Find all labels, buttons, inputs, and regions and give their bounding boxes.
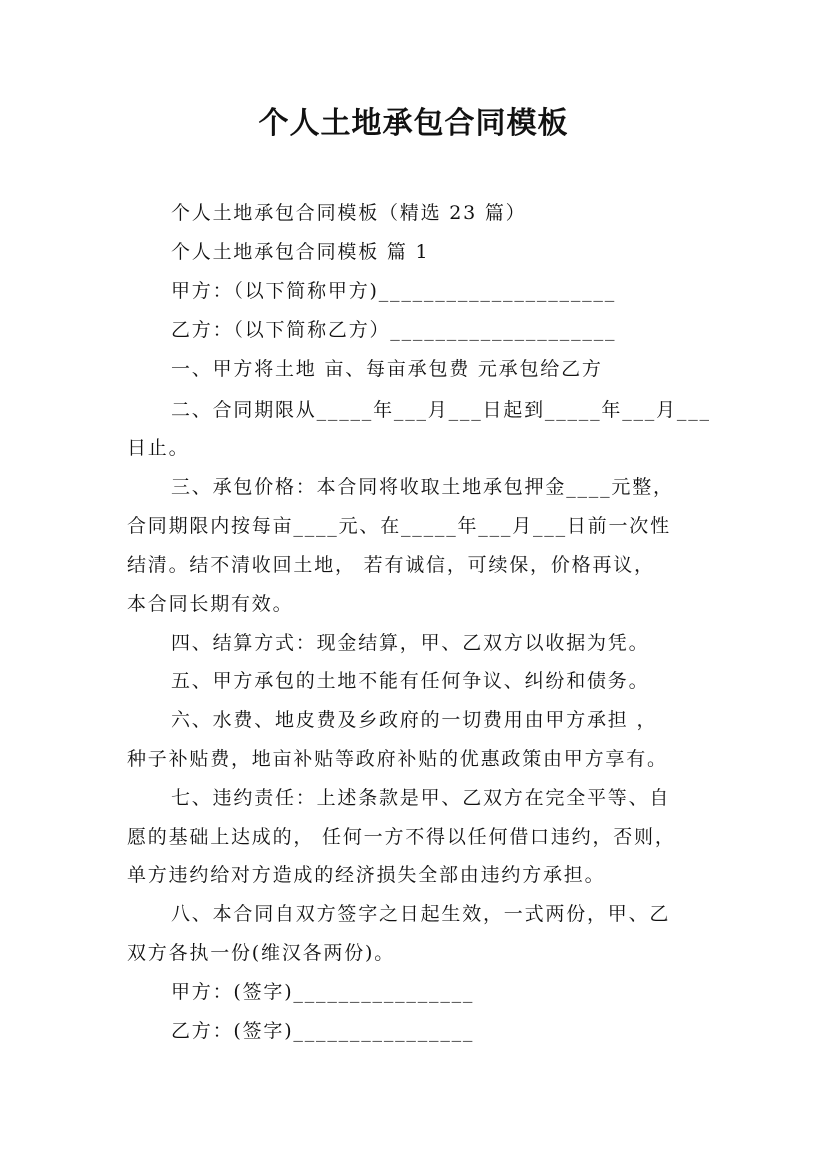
clause-6-line-2: 种子补贴费，地亩补贴等政府补贴的优惠政策由甲方享有。 [127, 748, 668, 770]
clause-7-line-2: 愿的基础上达成的， 任何一方不得以任何借口违约，否则， [127, 826, 676, 848]
clause-2-line-1: 二、合同期限从_____年___月___日起到_____年___月___ [171, 399, 711, 421]
clause-3-line-3: 结清。结不清收回土地， 若有诚信，可续保，价格再议， [127, 554, 655, 576]
party-a-line: 甲方：（以下简称甲方)_____________________ [171, 280, 617, 302]
section-heading: 个人土地承包合同模板 篇 1 [171, 241, 430, 263]
party-b-line: 乙方：（以下简称乙方）____________________ [171, 319, 617, 341]
party-a-signature: 甲方：(签字)________________ [171, 981, 475, 1003]
clause-7-line-1: 七、违约责任：上述条款是甲、乙双方在完全平等、自 [171, 787, 671, 809]
clause-8-line-1: 八、本合同自双方签字之日起生效，一式两份，甲、乙 [171, 903, 671, 925]
clause-5: 五、甲方承包的土地不能有任何争议、纠纷和债务。 [171, 670, 650, 692]
clause-7-line-3: 单方违约给对方造成的经济损失全部由违约方承担。 [127, 864, 606, 886]
clause-3-line-4: 本合同长期有效。 [127, 593, 294, 615]
document-title: 个人土地承包合同模板 [258, 106, 569, 141]
subtitle-line: 个人土地承包合同模板（精选 23 篇） [171, 202, 527, 224]
clause-8-line-2: 双方各执一份(维汉各两份)。 [127, 942, 396, 964]
clause-4: 四、结算方式：现金结算，甲、乙双方以收据为凭。 [171, 632, 650, 654]
clause-3-line-2: 合同期限内按每亩____元、在_____年___月___日前一次性 [127, 515, 671, 537]
clause-6-line-1: 六、水费、地皮费及乡政府的一切费用由甲方承担 ， [171, 709, 658, 731]
clause-1: 一、甲方将土地 亩、每亩承包费 元承包给乙方 [171, 358, 603, 380]
party-b-signature: 乙方：(签字)________________ [171, 1020, 475, 1042]
clause-3-line-1: 三、承包价格：本合同将收取土地承包押金____元整， [171, 476, 674, 498]
clause-2-line-2: 日止。 [127, 437, 190, 459]
